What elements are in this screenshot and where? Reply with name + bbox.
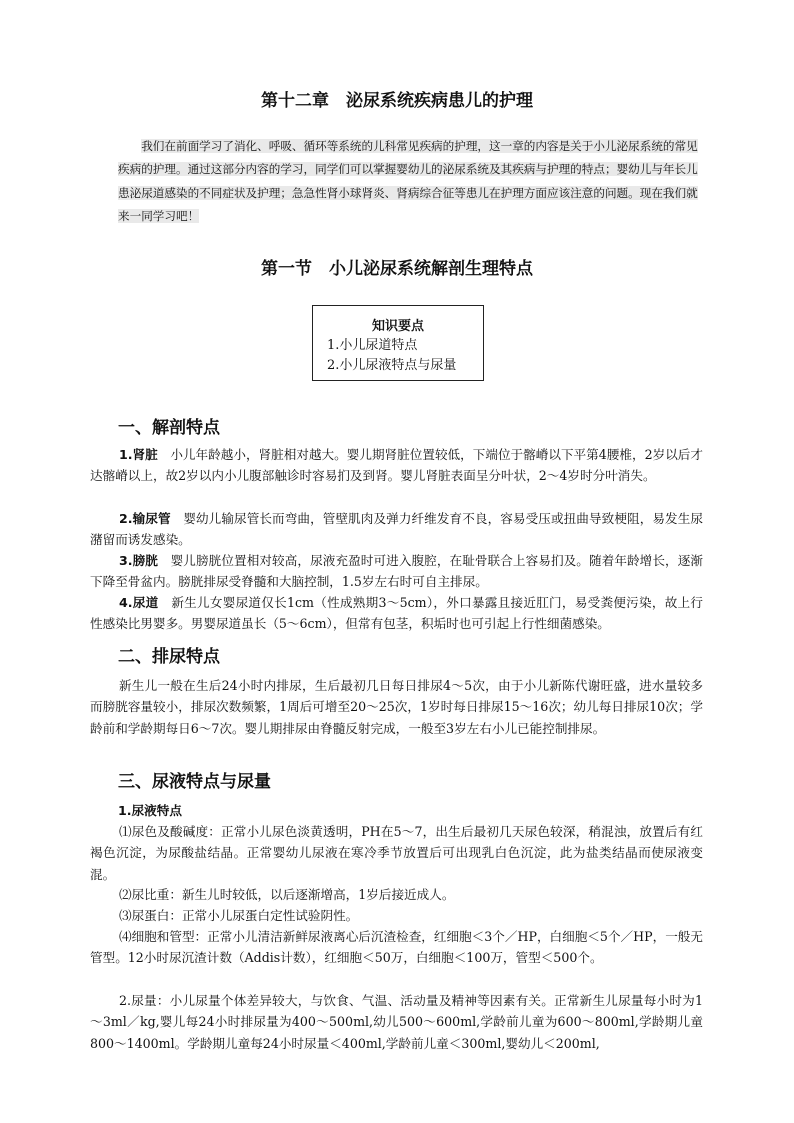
paragraph-specific-gravity: ⑵尿比重：新生儿时较低，以后逐渐增高，1岁后接近成人。 [118, 887, 455, 902]
knowledge-item: 2.小儿尿液特点与尿量 [327, 358, 457, 373]
paragraph-ureter [90, 508, 703, 551]
paragraph-text: 小儿年龄越小，肾脏相对越大。婴儿期肾脏位置较低，下端位于髂嵴以下平第4腰椎，2岁以后才达髂嵴以上，故2岁以内小儿腹部触诊时容易扪及到肾。婴儿肾脏表面呈分叶状，2～4岁时分叶消失。 [90, 447, 703, 484]
subheading-urine-features: 1.尿液特点 [118, 803, 182, 818]
paragraph-text: 婴幼儿输尿管长而弯曲，管壁肌肉及弹力纤维发育不良，容易受压或扭曲导致梗阻，易发生尿潴留而诱发感染。 [90, 511, 703, 548]
heading-urine: 三、尿液特点与尿量 [118, 772, 271, 792]
heading-urination: 二、排尿特点 [118, 647, 220, 667]
term-label: 3.膀胱 [118, 553, 158, 568]
knowledge-item: 1.小儿尿道特点 [327, 338, 418, 353]
knowledge-points-box [312, 305, 484, 381]
paragraph-urine-color: ⑴尿色及酸碱度：正常小儿尿色淡黄透明，PH在5～7，出生后最初几天尿色较深，稍混浊，放置后有红褐色沉淀，为尿酸盐结晶。正常婴幼儿尿液在寒冷季节放置后可出现乳白色沉淀，此为盐类结晶而使尿液变混。 [90, 824, 703, 882]
intro-text: 我们在前面学习了消化、呼吸、循环等系统的儿科常见疾病的护理，这一章的内容是关于小儿泌尿系统的常见疾病的护理。通过这部分内容的学习，同学们可以掌握婴幼儿的泌尿系统及其疾病与护理的特点；婴幼儿与年长儿患泌尿道感染的不同症状及护理；急急性肾小球肾炎、肾病综合征等患儿在护理方面应该注意的问题。现在我们就来一同学习吧！ [118, 139, 698, 223]
paragraph-urine-protein: ⑶尿蛋白：正常小儿尿蛋白定性试验阴性。 [118, 908, 359, 923]
heading-anatomy: 一、解剖特点 [118, 418, 220, 438]
paragraph-kidney [90, 444, 703, 487]
paragraph-bladder [90, 550, 703, 593]
knowledge-box-title: 知识要点 [371, 319, 424, 334]
section-title: 第一节 小儿泌尿系统解剖生理特点 [261, 259, 533, 279]
paragraph-urine-volume: 2.尿量：小儿尿量个体差异较大，与饮食、气温、活动量及精神等因素有关。正常新生儿尿量每小时为1～3ml／kg,婴儿每24小时排尿量为400～500ml,幼儿500～600ml,学龄前儿童为600～800ml,学龄期儿童800～1400ml。学龄期儿童每24小时尿量＜400ml,学龄前儿童＜300ml,婴幼儿＜200ml, [90, 993, 703, 1051]
chapter-title: 第十二章 泌尿系统疾病患儿的护理 [261, 91, 533, 111]
paragraph-text: 新生儿女婴尿道仅长1cm（性成熟期3～5cm），外口暴露且接近肛门，易受粪便污染，故上行性感染比男婴多。男婴尿道虽长（5～6cm），但常有包茎，积垢时也可引起上行性细菌感染。 [90, 595, 703, 632]
paragraph-urethra [90, 592, 703, 635]
paragraph-text: 婴儿膀胱位置相对较高，尿液充盈时可进入腹腔，在耻骨联合上容易扪及。随着年龄增长，逐渐下降至骨盆内。膀胱排尿受脊髓和大脑控制，1.5岁左右时可自主排尿。 [90, 553, 703, 590]
term-label: 2.输尿管 [118, 511, 171, 526]
term-label: 4.尿道 [118, 595, 159, 610]
chapter-intro [118, 135, 706, 228]
paragraph-cells-casts: ⑷细胞和管型：正常小儿清洁新鲜尿液离心后沉渣检查，红细胞＜3个／HP，白细胞＜5个／HP，一般无管型。12小时尿沉渣计数（Addis计数），红细胞＜50万，白细胞＜100万，管型＜500个。 [90, 929, 703, 966]
term-label: 1.肾脏 [118, 447, 158, 462]
paragraph-urination: 新生儿一般在生后24小时内排尿，生后最初几日每日排尿4～5次，由于小儿新陈代谢旺盛，进水量较多而膀胱容量较小，排尿次数频繁，1周后可增至20～25次，1岁时每日排尿15～16次；幼儿每日排尿10次；学龄前和学龄期每日6～7次。婴儿期排尿由脊髓反射完成，一般至3岁左右小儿已能控制排尿。 [90, 678, 703, 736]
